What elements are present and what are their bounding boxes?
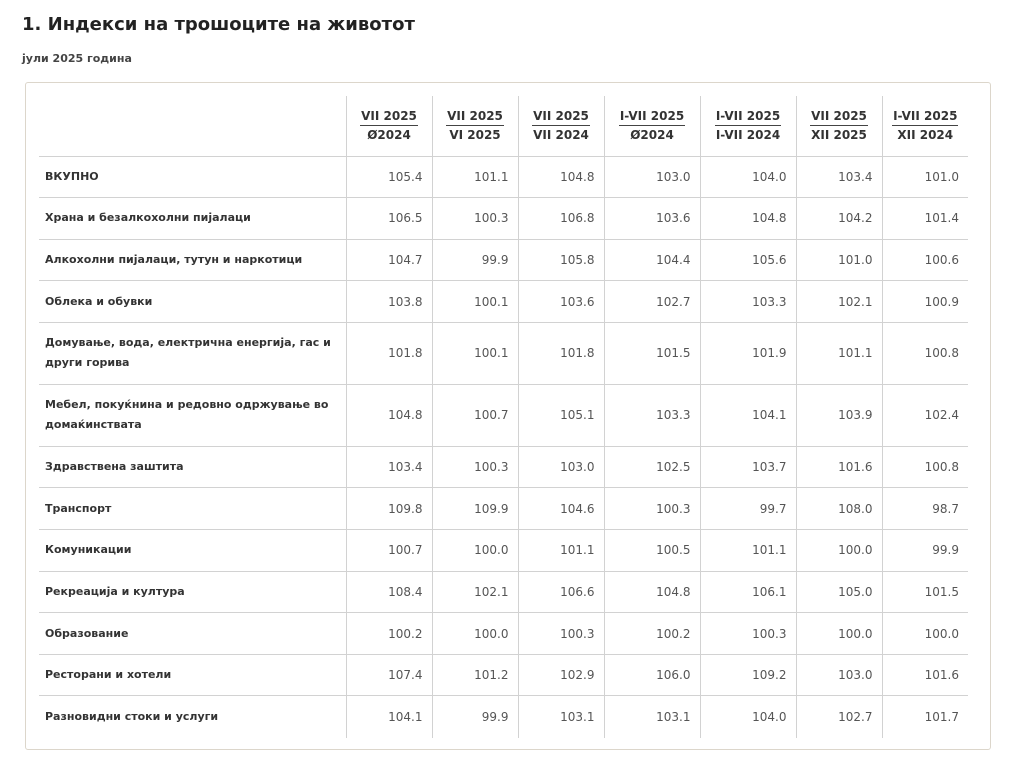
column-header-top: VII 2025: [532, 109, 590, 126]
table-row: [39, 239, 968, 281]
table-cell: 108.0: [796, 488, 882, 530]
table-cell: 102.1: [432, 571, 518, 613]
table-cell: 100.3: [700, 613, 796, 655]
table-cell: 99.9: [432, 239, 518, 281]
row-label: Облека и обувки: [39, 281, 346, 323]
table-cell: 106.6: [518, 571, 604, 613]
table-cell: 100.0: [432, 613, 518, 655]
table-cell: 104.6: [518, 488, 604, 530]
column-header-bottom: VI 2025: [449, 128, 501, 143]
table-row: [39, 530, 968, 572]
header-row: [39, 96, 968, 156]
table-cell: 103.0: [604, 156, 700, 198]
table-cell: 105.1: [518, 384, 604, 446]
row-label: Транспорт: [39, 488, 346, 530]
column-header-top: VII 2025: [810, 109, 868, 126]
table-cell: 100.9: [882, 281, 968, 323]
column-header-label: [446, 109, 504, 142]
table-cell: 101.1: [796, 322, 882, 384]
column-header-label: [715, 109, 781, 142]
table-row: [39, 322, 968, 384]
table-cell: 101.8: [346, 322, 432, 384]
column-header-bottom: VII 2024: [533, 128, 589, 143]
page-subtitle: јули 2025 година: [22, 52, 132, 65]
table-cell: 105.0: [796, 571, 882, 613]
row-label: Алкохолни пијалаци, тутун и наркотици: [39, 239, 346, 281]
table-cell: 104.4: [604, 239, 700, 281]
table-row: [39, 384, 968, 446]
table-cell: 101.0: [882, 156, 968, 198]
table-cell: 107.4: [346, 654, 432, 696]
table-cell: 104.0: [700, 156, 796, 198]
column-header-label: [360, 109, 418, 142]
table-cell: 102.7: [604, 281, 700, 323]
table-cell: 100.5: [604, 530, 700, 572]
table-card: [25, 82, 991, 750]
table-row: [39, 654, 968, 696]
table-cell: 104.1: [346, 696, 432, 738]
column-header-bottom: Ø2024: [367, 128, 411, 143]
column-header: [432, 96, 518, 156]
table-cell: 109.9: [432, 488, 518, 530]
table-row: [39, 613, 968, 655]
table-cell: 100.3: [432, 198, 518, 240]
table-cell: 100.1: [432, 322, 518, 384]
column-header-bottom: XII 2025: [811, 128, 867, 143]
column-header-bottom: I-VII 2024: [715, 128, 781, 143]
table-cell: 103.0: [796, 654, 882, 696]
column-header-top: VII 2025: [446, 109, 504, 126]
column-header: [796, 96, 882, 156]
table-cell: 108.4: [346, 571, 432, 613]
table-cell: 106.5: [346, 198, 432, 240]
table-cell: 100.6: [882, 239, 968, 281]
table-cell: 101.9: [700, 322, 796, 384]
table-cell: 104.8: [518, 156, 604, 198]
table-cell: 101.2: [432, 654, 518, 696]
table-cell: 102.7: [796, 696, 882, 738]
row-label: Мебел, покуќнина и редовно одржување во домаќинствата: [39, 384, 346, 446]
column-header: [518, 96, 604, 156]
row-label: Разновидни стоки и услуги: [45, 709, 219, 723]
table-row: [39, 571, 968, 613]
table-cell: 100.0: [796, 613, 882, 655]
table-cell: 101.5: [882, 571, 968, 613]
table-cell: 109.8: [346, 488, 432, 530]
column-header: [346, 96, 432, 156]
table-cell: 103.6: [604, 198, 700, 240]
table-cell: 100.2: [346, 613, 432, 655]
table-row: [39, 488, 968, 530]
column-header: [604, 96, 700, 156]
table-cell: 103.0: [518, 446, 604, 488]
table-row: [39, 696, 968, 738]
table-row: [39, 446, 968, 488]
column-header-bottom: XII 2024: [897, 128, 954, 143]
table-cell: 105.4: [346, 156, 432, 198]
table-cell: 103.1: [518, 696, 604, 738]
table-cell: 103.3: [700, 281, 796, 323]
table-cell: 100.7: [432, 384, 518, 446]
table-cell: 100.8: [882, 446, 968, 488]
table-cell: 101.8: [518, 322, 604, 384]
row-label: Домување, вода, електрична енергија, гас и други горива: [39, 322, 346, 384]
column-header-label: [810, 109, 868, 142]
table-cell: 100.1: [432, 281, 518, 323]
table-cell: 104.8: [700, 198, 796, 240]
table-cell: 101.1: [518, 530, 604, 572]
table-cell: 99.7: [700, 488, 796, 530]
row-label: Храна и безалкохолни пијалаци: [39, 198, 346, 240]
column-header: [700, 96, 796, 156]
table-cell: 105.6: [700, 239, 796, 281]
table-cell: 98.7: [882, 488, 968, 530]
table-cell: 100.3: [518, 613, 604, 655]
table-cell: 106.0: [604, 654, 700, 696]
table-cell: 101.1: [700, 530, 796, 572]
table-cell: 104.0: [700, 696, 796, 738]
column-header-top: I-VII 2025: [715, 109, 781, 126]
table-cell: 100.3: [432, 446, 518, 488]
column-header-top: I-VII 2025: [619, 109, 685, 126]
page-title: 1. Индекси на трошоците на животот: [22, 14, 415, 35]
table-row: [39, 156, 968, 198]
table-row: [39, 281, 968, 323]
table-cell: 103.6: [518, 281, 604, 323]
table-cell: 102.9: [518, 654, 604, 696]
row-label: Здравствена заштита: [39, 446, 346, 488]
table-cell: 100.0: [882, 613, 968, 655]
table-row: [39, 198, 968, 240]
table-cell: 103.4: [346, 446, 432, 488]
table-cell: 104.1: [700, 384, 796, 446]
column-header: [882, 96, 968, 156]
table-cell: 103.3: [604, 384, 700, 446]
table-cell: 103.4: [796, 156, 882, 198]
table-cell: 103.8: [346, 281, 432, 323]
table-body: [39, 156, 968, 738]
table-cell: 100.2: [604, 613, 700, 655]
table-cell: 100.0: [796, 530, 882, 572]
index-table: [39, 96, 968, 738]
column-header-label: [892, 109, 958, 142]
column-header-label: [619, 109, 685, 142]
table-cell: 100.3: [604, 488, 700, 530]
row-label: Комуникации: [39, 530, 346, 572]
table-cell: 102.5: [604, 446, 700, 488]
table-cell: 106.8: [518, 198, 604, 240]
table-cell: 104.7: [346, 239, 432, 281]
table-cell: 101.7: [882, 696, 968, 738]
row-label: ВКУПНО: [39, 156, 346, 198]
row-label: Ресторани и хотели: [39, 654, 346, 696]
table-cell: 102.4: [882, 384, 968, 446]
table-cell: 104.2: [796, 198, 882, 240]
table-cell: 100.0: [432, 530, 518, 572]
table-cell: 101.0: [796, 239, 882, 281]
column-header-top: VII 2025: [360, 109, 418, 126]
table-cell: 100.8: [882, 322, 968, 384]
table-cell: 104.8: [346, 384, 432, 446]
header-corner: [39, 96, 346, 156]
table-cell: 104.8: [604, 571, 700, 613]
column-header-top: I-VII 2025: [892, 109, 958, 126]
table-cell: 101.6: [882, 654, 968, 696]
table-cell: 99.9: [882, 530, 968, 572]
table-cell: 99.9: [432, 696, 518, 738]
table-cell: 103.9: [796, 384, 882, 446]
table-cell: 101.6: [796, 446, 882, 488]
table-cell: 109.2: [700, 654, 796, 696]
table-cell: 100.7: [346, 530, 432, 572]
table-cell: 105.8: [518, 239, 604, 281]
row-label: Образование: [39, 613, 346, 655]
column-header-bottom: Ø2024: [630, 128, 674, 143]
row-label: Рекреација и култура: [39, 571, 346, 613]
table-cell: 103.7: [700, 446, 796, 488]
table-cell: 101.5: [604, 322, 700, 384]
table-cell: 102.1: [796, 281, 882, 323]
column-header-label: [532, 109, 590, 142]
table-cell: 103.1: [604, 696, 700, 738]
table-cell: 101.1: [432, 156, 518, 198]
table-cell: 106.1: [700, 571, 796, 613]
table-cell: 101.4: [882, 198, 968, 240]
